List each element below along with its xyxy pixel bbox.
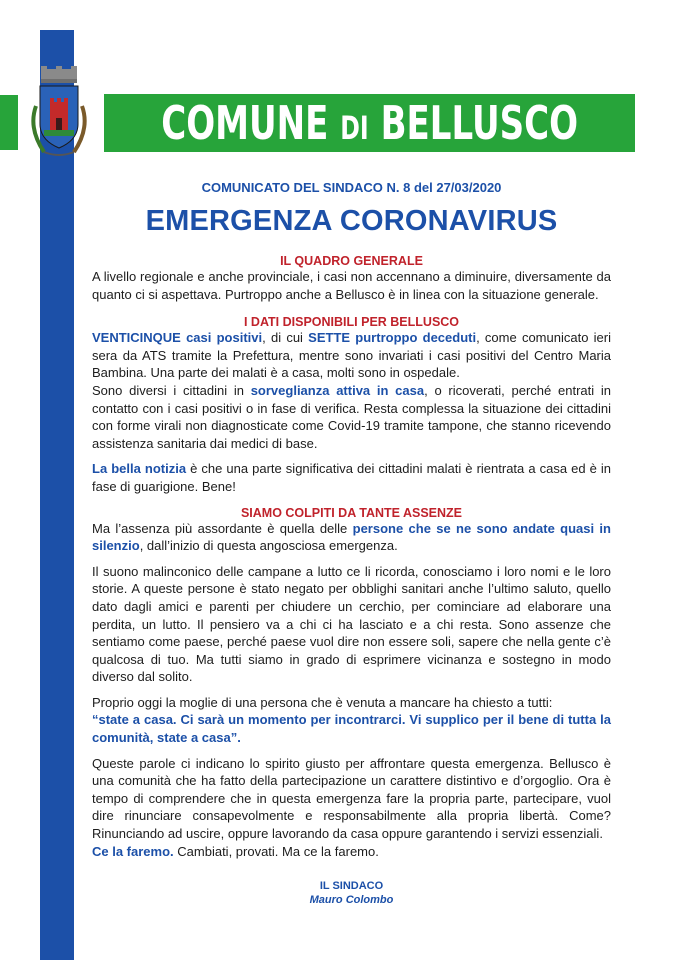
section-title-general: IL QUADRO GENERALE <box>280 254 423 268</box>
highlight-text: sorveglianza attiva in casa <box>250 382 425 398</box>
section-title-data: I DATI DISPONIBILI PER BELLUSCO <box>243 315 460 330</box>
paragraph <box>92 520 611 555</box>
document-body <box>92 180 611 906</box>
paragraph: A livello regionale e anche provinciale, i casi non accennano a diminuire, diversamente da quanto ci si aspettava. Purtroppo anche a Bellusco è in linea con la situazione generale. <box>92 269 611 302</box>
signature-role: IL SINDACO <box>319 880 384 893</box>
paragraph <box>92 460 611 495</box>
paragraph: Il suono malinconico delle campane a lutto ce li ricorda, conosciamo i loro nomi e le loro storie. A queste persone è stato negato per obblighi sanitari anche l’ultimo saluto, quello dato dagli amici e parenti per chiudere un cerchio, per cominciare ad elaborare una perdita, un lutto. Il pensiero va a chi ci ha lasciato e a chi resta. Sono assenze che sentiamo come paese, perché paese vuol dire non essere soli, sapere che nella gente c’è qualcosa di tuo. Ma tutti siamo in grado di esprimere vicinanza e sostegno in modo diverso dal solito. <box>92 563 611 685</box>
text-run: Cambiati, provati. Ma ce la faremo. <box>173 843 379 859</box>
title-word-comune: COMUNE <box>161 96 329 150</box>
quote-text: “state a casa. Ci sarà un momento per incontrarci. Vi supplico per il bene di tutta la comunità, state a casa”. <box>92 712 611 746</box>
signature-name: Mauro Colombo <box>309 894 394 907</box>
text-run: , o ricoverati, perché entrati in contatto con i casi positivi o in fase di verifica. Resta complessa la situazione dei cittadini con forme virali non diagnosticate come Covid-19 tramite tampone, che stanno ricevendo assistenza sanitaria dai medici di base. <box>92 382 611 451</box>
title-word-bellusco: BELLUSCO <box>380 96 578 150</box>
highlight-text: Ce la faremo. <box>92 843 174 859</box>
communique-number: COMUNICATO DEL SINDACO N. 8 del 27/03/2020 <box>201 180 502 195</box>
text-run: Sono diversi i cittadini in <box>92 382 251 398</box>
paragraph <box>92 694 611 747</box>
header-banner <box>104 94 635 152</box>
municipality-title <box>161 96 578 150</box>
text-run: Ma l’assenza più assordante è quella delle <box>92 520 353 536</box>
section-title-absences: SIAMO COLPITI DA TANTE ASSENZE <box>240 505 463 520</box>
text-run: è che una parte significativa dei cittadini malati è rientrata a casa ed è in fase di guarigione. Bene! <box>92 461 612 494</box>
title-word-di: DI <box>340 109 369 147</box>
blue-vertical-stripe <box>40 30 74 960</box>
green-left-stripe <box>0 95 18 150</box>
text-run: , di cui <box>262 330 309 346</box>
text-run: Proprio oggi la moglie di una persona che è venuta a mancare ha chiesto a tutti: <box>92 694 553 710</box>
headline: EMERGENZA CORONAVIRUS <box>145 205 558 237</box>
paragraph <box>92 329 611 382</box>
paragraph <box>92 755 611 861</box>
highlight-text: La bella notizia <box>92 461 187 477</box>
coat-of-arms-icon <box>22 66 96 166</box>
highlight-text: VENTICINQUE casi positivi <box>92 330 263 346</box>
text-run: Queste parole ci indicano lo spirito giusto per affrontare questa emergenza. Bellusco è una comunità che ha fatto della partecipazione un carattere distintivo e d’orgoglio. Ora è tempo di comprendere che in questa emergenza fare la propria parte, partecipare, vuol dire rinunciare consapevolmente e responsabilmente alla propria libertà. Come? Rinunciando ad uscire, oppure lavorando da casa oppure garantendo i servizi essenziali. <box>92 755 611 842</box>
text-run: , dall’inizio di questa angosciosa emergenza. <box>139 538 398 554</box>
text-run: , come comunicato ieri sera da ATS tramite la Prefettura, mentre sono invariati i casi positivi del Centro Maria Bambina. Una parte dei malati è a casa, molti sono in ospedale. <box>92 330 611 381</box>
paragraph <box>92 382 611 452</box>
highlight-text: SETTE purtroppo deceduti <box>308 330 477 346</box>
highlight-text: persone che se ne sono andate quasi in silenzio <box>92 520 611 554</box>
